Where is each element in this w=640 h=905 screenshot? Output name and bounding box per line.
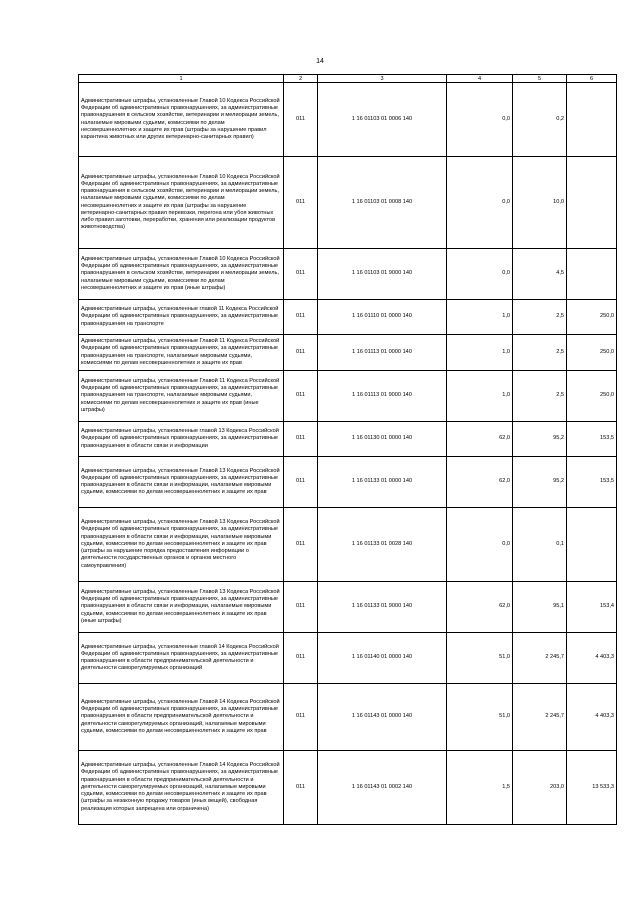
row-description: Административные штрафы, установленные Главой 13 Кодекса Российской Федерации об административных правонарушениях, за административные правонарушения в области связи и информации, налагаемые мировыми судьями, комиссиями по делам несовершеннолетних и защите их прав	[79, 457, 284, 508]
value-column-4: 0,0	[447, 83, 513, 157]
row-description: Административные штрафы, установленные главой 13 Кодекса Российской Федерации об административных правонарушениях, за административные правонарушения в области связи и информации	[79, 422, 284, 457]
row-description: Административные штрафы, установленные Главой 10 Кодекса Российской Федерации об административных правонарушениях, за административные правонарушения в сельском хозяйстве, ветеринарии и мелиорации земель, налагаемые мировыми судьями, комиссиями по делам несовершеннолетних и защите их прав (штрафы за нарушение правил карантина животных или других ветеринарно-санитарных правил)	[79, 83, 284, 157]
row-description: Административные штрафы, установленные Главой 14 Кодекса Российской Федерации об административных правонарушениях, за административные правонарушения в области предпринимательской деятельности и деятельности саморегулируемых организаций, налагаемые мировыми судьями, комиссиями по делам несовершеннолетних и защите их прав	[79, 684, 284, 751]
budget-classification-code: 1 16 01140 01 0000 140	[318, 633, 447, 684]
value-column-6: 4 403,3	[567, 633, 617, 684]
value-column-5: 95,2	[513, 422, 567, 457]
budget-classification-code: 1 16 01110 01 0000 140	[318, 300, 447, 335]
row-description: Административные штрафы, установленные Главой 14 Кодекса Российской Федерации об административных правонарушениях, за административные правонарушения в области предпринимательской деятельности и деятельности саморегулируемых организаций, налагаемые мировыми судьями, комиссиями по делам несовершеннолетних и защите их прав (штрафы за незаконную продажу товаров (иных вещей), свободная реализация которых запрещена или ограничена)	[79, 751, 284, 825]
budget-classification-code: 1 16 01103 01 0006 140	[318, 83, 447, 157]
budget-classification-code: 1 16 01133 01 0028 140	[318, 508, 447, 582]
value-column-5: 0,2	[513, 83, 567, 157]
column-header: 1	[79, 75, 284, 83]
value-column-6: 250,0	[567, 371, 617, 422]
value-column-4: 1,0	[447, 300, 513, 335]
value-column-5: 203,0	[513, 751, 567, 825]
value-column-4: 62,0	[447, 422, 513, 457]
budget-classification-code: 1 16 01133 01 0000 140	[318, 457, 447, 508]
row-description: Административные штрафы, установленные главой 14 Кодекса Российской Федерации об административных правонарушениях, за административные правонарушения в области предпринимательской деятельности и деятельности саморегулируемых организаций	[79, 633, 284, 684]
administrator-code: 011	[284, 371, 318, 422]
table-row	[79, 751, 617, 825]
budget-classification-code: 1 16 01133 01 9000 140	[318, 582, 447, 633]
page-number: 14	[316, 58, 324, 65]
administrator-code: 011	[284, 249, 318, 300]
table-row	[79, 508, 617, 582]
table-row	[79, 371, 617, 422]
value-column-5: 2,5	[513, 300, 567, 335]
table-row	[79, 249, 617, 300]
row-description: Административные штрафы, установленные Главой 11 Кодекса Российской Федерации об административных правонарушениях, за административные правонарушения на транспорте, налагаемые мировыми судьями, комиссиями по делам несовершеннолетних и защите их прав (иные штрафы)	[79, 371, 284, 422]
value-column-4: 0,0	[447, 508, 513, 582]
table-row	[79, 457, 617, 508]
value-column-6	[567, 157, 617, 249]
table-row	[79, 633, 617, 684]
row-description: Административные штрафы, установленные Главой 10 Кодекса Российской Федерации об административных правонарушениях, за административные правонарушения в сельском хозяйстве, ветеринарии и мелиорации земель, налагаемые мировыми судьями, комиссиями по делам несовершеннолетних и защите их прав (штрафы за нарушение ветеринарно-санитарных правил перевозки, перегона или убоя животных либо правил заготовки, переработки, хранения или реализации продуктов животноводства)	[79, 157, 284, 249]
value-column-5: 2,5	[513, 371, 567, 422]
table-row	[79, 157, 617, 249]
table-row	[79, 422, 617, 457]
budget-classification-code: 1 16 01103 01 9000 140	[318, 249, 447, 300]
value-column-6	[567, 83, 617, 157]
administrator-code: 011	[284, 300, 318, 335]
budget-classification-code: 1 16 01103 01 0008 140	[318, 157, 447, 249]
value-column-4: 51,0	[447, 684, 513, 751]
table-row	[79, 83, 617, 157]
value-column-6: 153,5	[567, 422, 617, 457]
administrator-code: 011	[284, 633, 318, 684]
column-header: 2	[284, 75, 318, 83]
row-description: Административные штрафы, установленные Главой 10 Кодекса Российской Федерации об административных правонарушениях, за административные правонарушения в сельском хозяйстве, ветеринарии и мелиорации земель, налагаемые мировыми судьями, комиссиями по делам несовершеннолетних и защите их прав (иные штрафы)	[79, 249, 284, 300]
budget-table	[78, 74, 617, 825]
value-column-6: 250,0	[567, 335, 617, 371]
value-column-4: 0,0	[447, 157, 513, 249]
administrator-code: 011	[284, 157, 318, 249]
header-row	[79, 75, 617, 83]
value-column-6	[567, 249, 617, 300]
value-column-4: 0,0	[447, 249, 513, 300]
value-column-5: 2,5	[513, 335, 567, 371]
value-column-6: 4 403,3	[567, 684, 617, 751]
value-column-5: 95,1	[513, 582, 567, 633]
table-row	[79, 335, 617, 371]
value-column-5: 4,5	[513, 249, 567, 300]
value-column-4: 51,0	[447, 633, 513, 684]
value-column-6: 153,4	[567, 582, 617, 633]
column-header: 4	[447, 75, 513, 83]
value-column-6: 13 533,3	[567, 751, 617, 825]
budget-classification-code: 1 16 01130 01 0000 140	[318, 422, 447, 457]
value-column-5: 2 245,7	[513, 684, 567, 751]
row-description: Административные штрафы, установленные Главой 11 Кодекса Российской Федерации об административных правонарушениях, за административные правонарушения на транспорте, налагаемые мировыми судьями, комиссиями по делам несовершеннолетних и защите их прав	[79, 335, 284, 371]
row-description: Административные штрафы, установленные Главой 13 Кодекса Российской Федерации об административных правонарушениях, за административные правонарушения в области связи и информации, налагаемые мировыми судьями, комиссиями по делам несовершеннолетних и защите их прав (штрафы за нарушение порядка предоставления информации о деятельности государственных органов и органов местного самоуправления)	[79, 508, 284, 582]
administrator-code: 011	[284, 582, 318, 633]
value-column-5: 10,0	[513, 157, 567, 249]
value-column-5: 2 245,7	[513, 633, 567, 684]
column-header: 6	[567, 75, 617, 83]
value-column-6: 250,0	[567, 300, 617, 335]
administrator-code: 011	[284, 83, 318, 157]
value-column-4: 62,0	[447, 582, 513, 633]
value-column-4: 1,5	[447, 751, 513, 825]
row-description: Административные штрафы, установленные главой 11 Кодекса Российской Федерации об административных правонарушениях, за административные правонарушения на транспорте	[79, 300, 284, 335]
budget-classification-code: 1 16 01113 01 9000 140	[318, 371, 447, 422]
administrator-code: 011	[284, 684, 318, 751]
table-row	[79, 582, 617, 633]
column-header: 5	[513, 75, 567, 83]
administrator-code: 011	[284, 508, 318, 582]
value-column-4: 1,0	[447, 371, 513, 422]
budget-classification-code: 1 16 01113 01 0000 140	[318, 335, 447, 371]
value-column-5: 0,1	[513, 508, 567, 582]
administrator-code: 011	[284, 422, 318, 457]
administrator-code: 011	[284, 457, 318, 508]
value-column-6: 153,5	[567, 457, 617, 508]
column-header: 3	[318, 75, 447, 83]
row-description: Административные штрафы, установленные Главой 13 Кодекса Российской Федерации об административных правонарушениях, за административные правонарушения в области связи и информации, налагаемые мировыми судьями, комиссиями по делам несовершеннолетних и защите их прав (иные штрафы)	[79, 582, 284, 633]
budget-classification-code: 1 16 01143 01 0000 140	[318, 684, 447, 751]
value-column-6	[567, 508, 617, 582]
administrator-code: 011	[284, 751, 318, 825]
value-column-4: 1,0	[447, 335, 513, 371]
table-row	[79, 684, 617, 751]
value-column-4: 62,0	[447, 457, 513, 508]
budget-classification-code: 1 16 01143 01 0002 140	[318, 751, 447, 825]
value-column-5: 95,2	[513, 457, 567, 508]
administrator-code: 011	[284, 335, 318, 371]
table-row	[79, 300, 617, 335]
